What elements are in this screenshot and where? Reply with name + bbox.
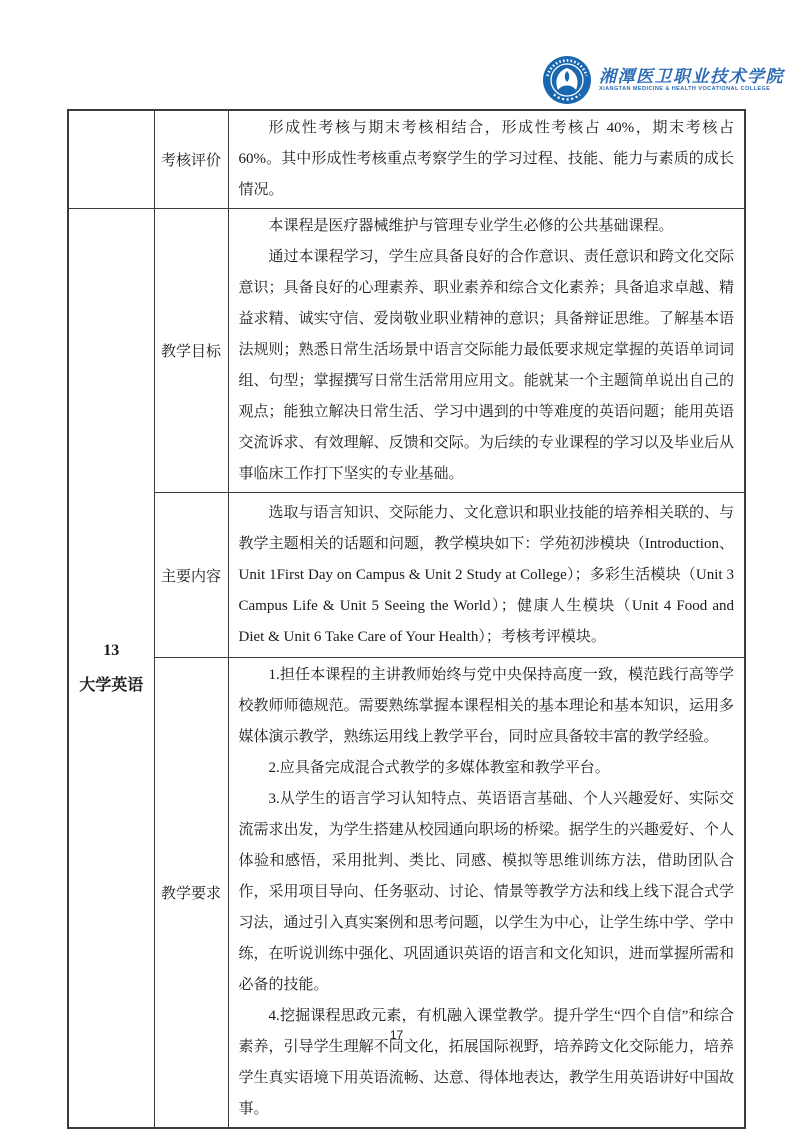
college-logo [542,55,784,105]
paragraph: 通过本课程学习，学生应具备良好的合作意识、责任意识和跨文化交际意识；具备良好的心理素养、职业素养和综合文化素养；具备追求卓越、精益求精、诚实守信、爱岗敬业职业精神的意识；具备辩证思维。了解基本语法规则；熟悉日常生活场景中语言交际能力最低要求规定掌握的英语单词词组、句型；掌握撰写日常生活常用应用文。能就某一个主题简单说出自己的观点；能独立解决日常生活、学习中遇到的中等难度的英语问题；能用英语交流诉求、有效理解、反馈和交际。为后续的专业课程的学习以及毕业后从事临床工作打下坚实的专业基础。 [238,249,734,482]
course-id-cell [68,209,154,1129]
row-label-main-content: 主要内容 [154,493,228,658]
course-table [67,109,746,1129]
requirements-content [228,658,745,1129]
paragraph: 本课程是医疗器械维护与管理专业学生必修的公共基础课程。 [268,218,674,234]
assessment-content [228,110,745,209]
course-number: 13 [103,642,120,659]
empty-cell [68,110,154,209]
table-row [68,493,745,658]
main-content [228,493,745,658]
college-name-en: XIANGTAN MEDICINE & HEALTH VOCATIONAL COLLEGE [599,86,771,92]
college-name-block [599,67,784,93]
college-name-zh: 湘潭医卫职业技术学院 [599,67,784,86]
table-row [68,658,745,1129]
table-row [68,209,745,493]
paragraph: 4.挖掘课程思政元素，有机融入课堂教学。提升学生“四个自信”和综合素养，引导学生理解不同文化，拓展国际视野，培养跨文化交际能力，培养学生真实语境下用英语流畅、达意、得体地表达，教学生用英语讲好中国故事。 [238,1008,734,1117]
college-logo-icon [542,55,592,105]
paragraph: 3.从学生的语言学习认知特点、英语语言基础、个人兴趣爱好、实际交流需求出发，为学生搭建从校园通向职场的桥梁。据学生的兴趣爱好、个人体验和感悟，采用批判、类比、同感、模拟等思维训练方法，借助团队合作，采用项目导向、任务驱动、讨论、情景等教学方法和线上线下混合式学习法，通过引入真实案例和思考问题，以学生为中心，让学生练中学、学中练，在听说训练中强化、巩固通识英语的语言和文化知识，进而掌握所需和必备的技能。 [238,791,734,993]
paragraph: 2.应具备完成混合式教学的多媒体教室和教学平台。 [268,760,610,776]
row-label-requirements: 教学要求 [154,658,228,1129]
course-name: 大学英语 [79,677,144,694]
objectives-content [228,209,745,493]
row-label-objectives: 教学目标 [154,209,228,493]
paragraph: 形成性考核与期末考核相结合，形成性考核占 40%，期末考核占 60%。其中形成性考核重点考察学生的学习过程、技能、能力与素质的成长情况。 [238,120,734,198]
paragraph: 1.担任本课程的主讲教师始终与党中央保持高度一致，模范践行高等学校教师师德规范。需要熟练掌握本课程相关的基本理论和基本知识，运用多媒体演示教学，熟练运用线上教学平台，同时应具备较丰富的教学经验。 [238,667,734,745]
paragraph: 选取与语言知识、交际能力、文化意识和职业技能的培养相关联的、与教学主题相关的话题和问题，教学模块如下：学苑初涉模块（Introduction、Unit 1First Day on Campus & Unit 2 Study at College）；多彩生活模块（Unit 3 Campus Life & Unit 5 Seeing the World）；健康人生模块（Unit 4 Food and Diet & Unit 6 Take Care of Your Health）；考核考评模块。 [238,504,734,645]
row-label-assessment: 考核评价 [154,110,228,209]
page-number: 17 [389,1028,404,1042]
table-row [68,110,745,209]
